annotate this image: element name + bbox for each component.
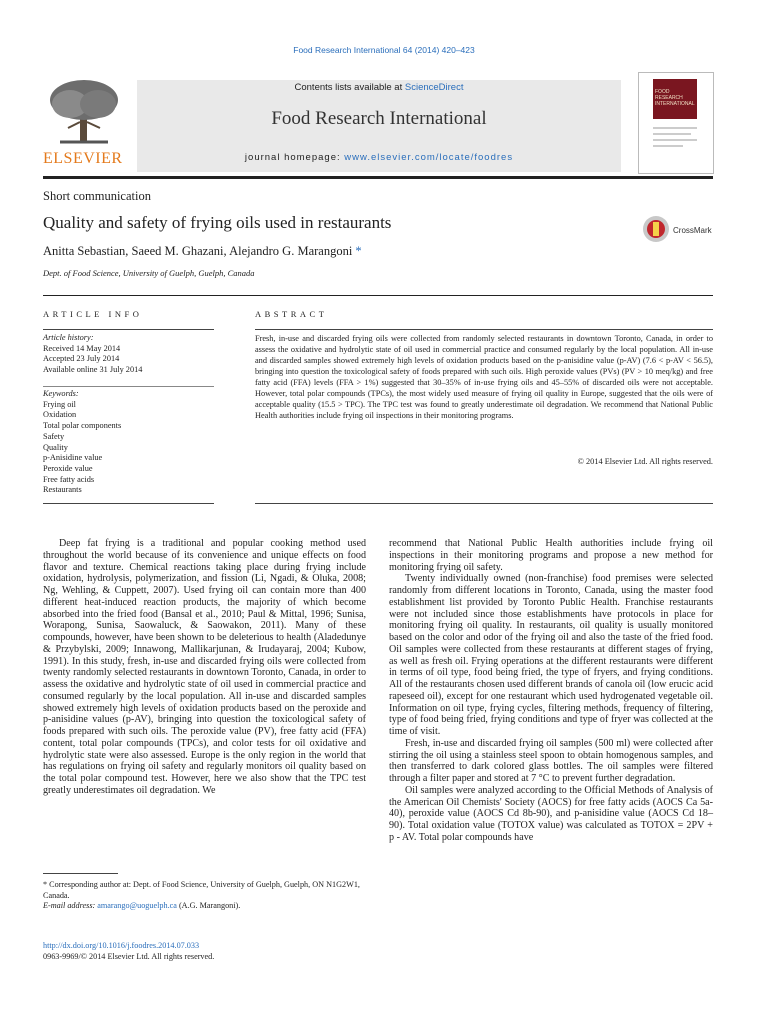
- keyword: Peroxide value: [43, 463, 93, 473]
- article-title: Quality and safety of frying oils used in restaurants: [43, 213, 392, 232]
- keyword: Restaurants: [43, 485, 82, 495]
- cover-title: FOOD RESEARCH INTERNATIONAL: [653, 79, 697, 119]
- publisher-name: ELSEVIER: [43, 150, 123, 167]
- author-list: Anitta Sebastian, Saeed M. Ghazani, Alejandro G. Marangoni *: [43, 244, 362, 258]
- corresponding-author-note: * Corresponding author at: Dept. of Food Science, University of Guelph, Guelph, ON N1G2W1, Canada.: [43, 880, 360, 900]
- cover-lines: [653, 123, 703, 163]
- email-link[interactable]: amarango@uoguelph.ca: [97, 901, 177, 911]
- abstract-rule: [255, 329, 713, 330]
- info-rule: [43, 329, 214, 330]
- corresponding-author-mark[interactable]: *: [355, 244, 362, 258]
- abstract-heading: ABSTRACT: [255, 309, 328, 319]
- paragraph: Oil samples were analyzed according to the Official Methods of Analysis of the American Oil Chemists' Society (AOCS) for free fatty acids (AOCS Ca 5a-40), peroxide value (AOCS Cd 8b-90), and p-anisidine value (AOCS Cd 18–90). Total oxidation value (TOTOX value) was calculated as TOTOX = 2PV + p - AV. Total polar compounds have: [389, 784, 713, 843]
- footnote-rule: [43, 873, 118, 874]
- doi-link[interactable]: http://dx.doi.org/10.1016/j.foodres.2014.07.033: [43, 941, 200, 950]
- abstract-rule: [255, 503, 713, 504]
- keyword: Frying oil: [43, 399, 76, 409]
- sciencedirect-link[interactable]: ScienceDirect: [404, 82, 464, 93]
- journal-cover-thumbnail: [638, 72, 714, 174]
- info-rule: [43, 503, 214, 504]
- keyword: p-Anisidine value: [43, 453, 103, 463]
- body-column-right: [389, 538, 713, 844]
- history-online: Available online 31 July 2014: [43, 364, 143, 374]
- paragraph: Deep fat frying is a traditional and popular cooking method used throughout the world because of its convenience and unique effects on food flavor and texture. Chemical reactions taking place during frying include oxidation, hydrolysis, polymerization, and fission (Li, Ngadi, & Oluka, 2008; Ng, Wehling, & Cuppett, 2007). Used frying oil can contain more than 400 different heat-induced reaction products, the majority of which become absorbed into the fried food (Bansal et al., 2010; Paul & Mittal, 1996; Sunisa, Worapong, Sunisa, Saowaluck, & Saowakon, 2011). Many of these compounds, however, have been shown to be deleterious to health (Aladedunye & Przybylski, 2009; Innawong, Mallikarjunan, & Irudayaraj, 2004; Kubow, 1991). In this study, fresh, in-use and discarded frying oils were collected from twenty randomly selected restaurants in downtown Toronto, Canada, in order to assess the oxidative and hydrolytic state of oil used in commercial practice and consumed regularly by the local population. All in-use and discarded samples showed extremely high levels of oxidation products based on the peroxide and p-anisidine values (p-AV), bringing into question the toxicological safety of foods prepared with such oils. The peroxide value (PV), free fatty acid (FFA) content, total polar compounds (TPCs), and color tests for oil oxidative and hydrolytic state were also assessed. Europe is the only region in the world that has regulations on frying oil safety and regularly monitors oil quality based on the total polar compound test. However, here we also show that the TPC test greatly underestimates oil degradation. We: [43, 538, 366, 796]
- keyword: Free fatty acids: [43, 474, 95, 484]
- keyword: Total polar components: [43, 421, 122, 431]
- abstract-text: Fresh, in-use and discarded frying oils were collected from randomly selected restaurants in downtown Toronto, Canada, in order to assess the oxidative and hydrolytic state of oil used in commercial practice and consumed regularly by the local population. All in-use and discarded samples showed extremely high levels of oxidation products based on the p-anisidine value (p-AV) (7.6 < p-AV < 56.5), bringing into question the toxicological safety of foods prepared with such oils. High peroxide values (PVs) (PV > 10 meq/kg) and free fatty acid (FFA) levels (FFA > 1%) suggested that 30–35% of in-use frying oils and 45–55% of discarded oils were not acceptable. However, total polar compounds (TPCs), the most widely used measure of frying oil quality in Europe, suggested that the oils were of acceptable quality (15.5 > TPC). The TPC test was found to greatly underestimate oil degradation. We recommend that National Public Health authorities include frying oil inspections in their monitoring programs.: [255, 334, 713, 420]
- email-suffix: (A.G. Marangoni).: [176, 901, 241, 911]
- homepage-link[interactable]: www.elsevier.com/locate/foodres: [344, 152, 514, 163]
- keyword: Oxidation: [43, 410, 77, 420]
- title-rule: [43, 295, 713, 296]
- header-rule: [43, 176, 713, 179]
- info-rule: [43, 386, 214, 387]
- journal-title: Food Research International: [271, 108, 487, 129]
- crossmark-label: CrossMark: [673, 226, 712, 235]
- paragraph: recommend that National Public Health authorities include frying oil inspections in their monitoring programs and propose a new method for monitoring frying oil safety.: [389, 538, 713, 573]
- paragraph: Fresh, in-use and discarded frying oil samples (500 ml) were collected after stirring the oil using a stainless steel spoon to obtain homogenous samples, and then transferred to dark colored glass bottles. The oil samples were filtered through a filter paper and stored at 7 °C to prevent further degradation.: [389, 737, 713, 784]
- abstract-copyright: © 2014 Elsevier Ltd. All rights reserved.: [577, 457, 713, 466]
- keyword: Safety: [43, 431, 65, 441]
- doi-block: [43, 940, 214, 962]
- keywords: [43, 389, 121, 496]
- body-column-left: [43, 538, 366, 797]
- journal-reference[interactable]: Food Research International 64 (2014) 420–423: [293, 45, 475, 55]
- keywords-label: Keywords:: [43, 389, 79, 398]
- journal-homepage: journal homepage: www.elsevier.com/locate/foodres: [244, 152, 514, 163]
- history-received: Received 14 May 2014: [43, 343, 121, 353]
- article-type: Short communication: [43, 189, 151, 203]
- history-label: Article history:: [43, 333, 94, 342]
- article-info-heading: ARTICLE INFO: [43, 309, 143, 319]
- keyword: Quality: [43, 442, 68, 452]
- history-accepted: Accepted 23 July 2014: [43, 354, 120, 363]
- article-history: [43, 333, 142, 375]
- affiliation: Dept. of Food Science, University of Guelph, Guelph, Canada: [43, 268, 255, 278]
- crossmark-badge[interactable]: [642, 214, 717, 244]
- email-label: E-mail address:: [43, 901, 98, 911]
- footnote: [43, 880, 366, 912]
- issn-line: 0963-9969/© 2014 Elsevier Ltd. All rights reserved.: [43, 952, 215, 961]
- paragraph: Twenty individually owned (non-franchise) food premises were selected randomly from different locations in Toronto, Canada, using the master food establishment list provided by Toronto Public Health. Franchise restaurants were not included since those establishments have protocols in place for monitoring frying oil quality. In restaurants, oil quality is usually monitored based on the color and odor of the frying oil and also the taste of the fried food. Oil samples were collected from these restaurants at different stages of frying, as well as fresh oil. Frying operations at the different restaurants were different in terms of oil type, food being fried, the type of fryers, and frying conditions. All of the restaurants chosen used different brands of canola oil (low erucic acid rapeseed oil), except for one restaurant which used hydrogenated vegetable oil. Information on oil type, frying cycles, filtering methods, frequency of filtering, type of food being fried, frying conditions and type of fryer was collected at the time of visit.: [389, 573, 713, 737]
- contents-line: Contents lists available at ScienceDirect: [294, 82, 464, 93]
